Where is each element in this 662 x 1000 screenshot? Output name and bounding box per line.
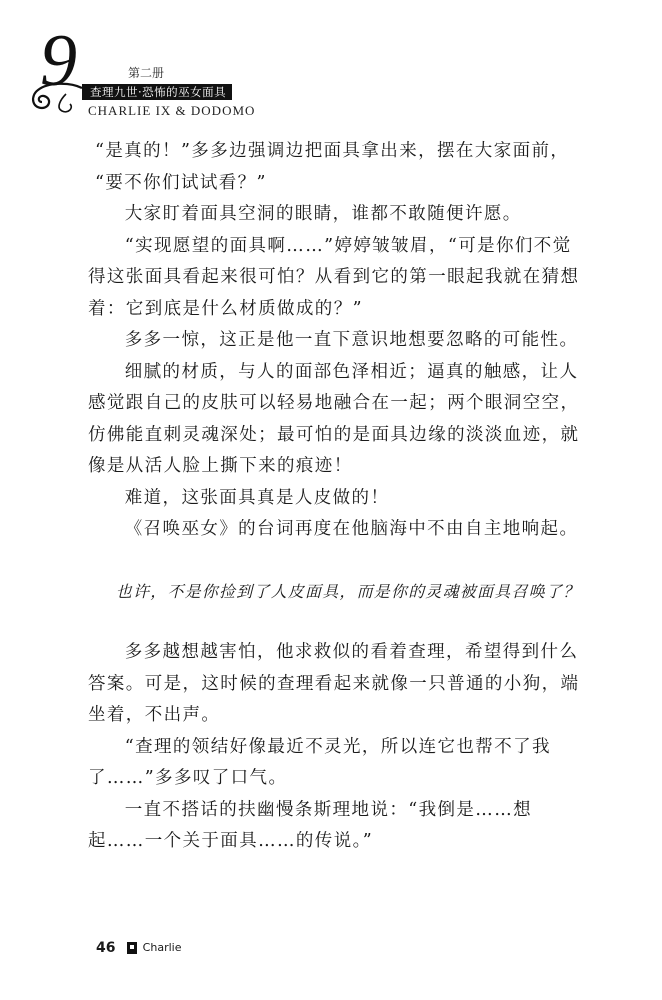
volume-label: 第二册: [128, 66, 165, 80]
paragraph: 多多越想越害怕，他求救似的看着查理，希望得到什么答案。可是，这时候的查理看起来就像一只普通的小狗，端坐着，不出声。: [88, 642, 580, 725]
paragraph: 细腻的材质，与人的面部色泽相近；逼真的触感，让人感觉跟自己的皮肤可以轻易地融合在一起；两个眼洞空空，仿佛能直刺灵魂深处；最可怕的是面具边缘的淡淡血迹，就像是从活人脸上撕下来的痕迹！: [88, 361, 580, 476]
page-footer: [96, 937, 181, 957]
body-text: [88, 136, 588, 858]
paragraph: “是真的！”多多边强调边把面具拿出来，摆在大家面前，: [95, 141, 570, 161]
paragraph: 一直不搭话的扶幽慢条斯理地说：“我倒是……想起……一个关于面具……的传说。”: [88, 799, 532, 851]
paragraph: 《召唤巫女》的台词再度在他脑海中不由自主地响起。: [124, 519, 579, 539]
footer-brand: Charlie: [142, 941, 182, 954]
paragraph: 大家盯着面具空洞的眼睛，谁都不敢随便许愿。: [124, 204, 522, 224]
paragraph: “要不你们试试看？”: [95, 172, 267, 193]
brand-logo-icon: [127, 942, 137, 954]
paragraph: “实现愿望的面具啊……”婷婷皱皱眉，“可是你们不觉得这张面具看起来很可怕？从看到它的第一眼起我就在猜想着：它到底是什么材质做成的？”: [88, 235, 580, 319]
paragraph: 多多一惊，这正是他一直下意识地想要忽略的可能性。: [124, 330, 579, 350]
paragraph: 难道，这张面具真是人皮做的！: [124, 487, 390, 508]
paragraph: “查理的领结好像最近不灵光，所以连它也帮不了我了……”多多叹了口气。: [88, 736, 551, 788]
series-title-en: CHARLIE IX & DODOMO: [88, 103, 256, 118]
page-number: 46: [96, 939, 116, 956]
series-title-cn: 查理九世·恐怖的巫女面具: [82, 84, 232, 100]
chapter-number: 9: [40, 20, 77, 102]
italic-quote: 也许，不是你捡到了人皮面具，而是你的灵魂被面具召唤了？: [115, 581, 581, 601]
page-header: [0, 0, 662, 120]
ornament-swirl-icon: [26, 80, 88, 114]
